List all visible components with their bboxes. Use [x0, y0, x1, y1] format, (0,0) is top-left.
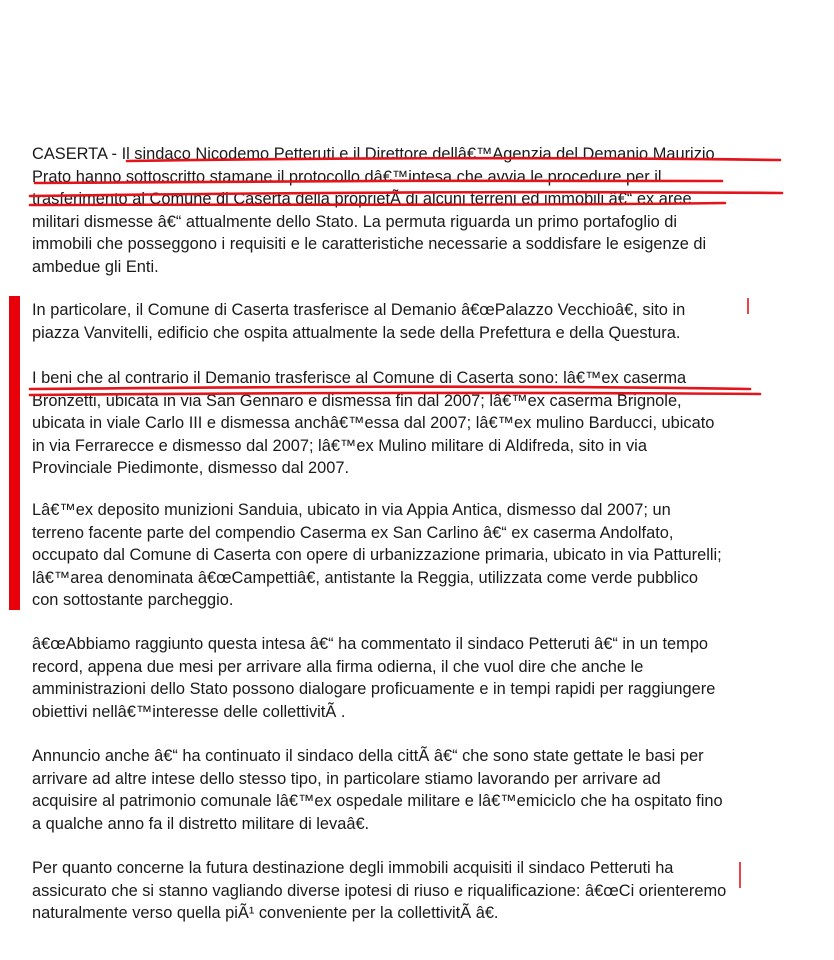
text-line: immobili che posseggono i requisiti e le caratteristiche necessarie a soddisfare le esigenze di	[32, 235, 707, 254]
text-line: arrivare ad altre intese dello stesso tipo, in particolare stiamo lavorando per arrivare ad	[32, 769, 661, 788]
paragraph-intro	[32, 143, 812, 279]
text-line: â€œAbbiamo raggiunto questa intesa â€“ ha commentato il sindaco Petteruti â€“ in un tempo	[32, 635, 709, 653]
text-line: I beni che al contrario il Demanio trasferisce al Comune di Caserta sono: lâ€™ex caserma	[32, 369, 687, 387]
text-line: Lâ€™ex deposito munizioni Sanduia, ubicato in via Appia Antica, dismesso dal 2007; un	[32, 501, 671, 519]
paragraph-quote-intesa	[32, 633, 812, 723]
text-line: trasferimento al Comune di Caserta della proprietÃ di alcuni terreni ed immobili â€“ ex aree	[32, 190, 692, 209]
text-line: Provinciale Piedimonte, dismesso dal 2007.	[32, 459, 350, 478]
text-line: assicurato che si stanno vagliando diverse ipotesi di riuso e riqualificazione: â€œCi orienteremo	[32, 881, 727, 900]
text-line: obiettivi nellâ€™interesse delle collettivitÃ .	[32, 702, 346, 721]
text-line: ambedue gli Enti.	[32, 257, 159, 276]
text-line: amministrazioni dello Stato possono dialogare proficuamente e in tempi rapidi per raggiungere	[32, 680, 716, 699]
text-line: piazza Vanvitelli, edificio che ospita attualmente la sede della Prefettura e della Questura.	[32, 323, 681, 342]
paragraph-destinazione	[32, 857, 812, 925]
text-line: acquisire al patrimonio comunale lâ€™ex ospedale militare e lâ€™emiciclo che ha ospitato fino	[32, 792, 723, 811]
text-line: Bronzetti, ubicata in via San Gennaro e dismessa fin dal 2007; lâ€™ex caserma Brignole,	[32, 391, 682, 410]
text-line: ubicata in viale Carlo III e dismessa anchâ€™essa dal 2007; lâ€™ex mulino Barducci, ubicato	[32, 414, 715, 433]
paragraph-deposito-munizioni	[32, 499, 812, 612]
text-line: a qualche anno fa il distretto militare di levaâ€.	[32, 814, 370, 833]
paragraph-beni-trasferiti	[32, 367, 812, 480]
text-line: occupato dal Comune di Caserta con opere di urbanizzazione primaria, ubicato in via Patturelli;	[32, 546, 722, 565]
text-line: terreno facente parte del compendio Caserma ex San Carlino â€“ ex caserma Andolfato,	[32, 523, 674, 542]
paragraph-palazzo-vecchio	[32, 299, 812, 344]
text-line: Prato hanno sottoscritto stamane il protocollo dâ€™intesa che avvia le procedure per il	[32, 167, 662, 186]
text-line: con sottostante parcheggio.	[32, 591, 234, 610]
text-line: lâ€™area denominata â€œCampettiâ€, antistante la Reggia, utilizzata come verde pubblico	[32, 568, 699, 587]
text-line: Annuncio anche â€“ ha continuato il sindaco della cittÃ â€“ che sono state gettate le basi per	[32, 747, 704, 765]
text-line: militari dismesse â€“ attualmente dello Stato. La permuta riguarda un primo portafoglio di	[32, 212, 678, 231]
text-line: in via Ferrarecce e dismesso dal 2007; lâ€™ex Mulino militare di Aldifreda, sito in via	[32, 436, 647, 455]
text-line: Per quanto concerne la futura destinazione degli immobili acquisiti il sindaco Petteruti ha	[32, 859, 674, 877]
red-margin-bar	[9, 296, 20, 610]
text-line: CASERTA - Il sindaco Nicodemo Petteruti e il Direttore dellâ€™Agenzia del Demanio Maurizio	[32, 145, 715, 163]
text-line: record, appena due mesi per arrivare alla firma odierna, il che vuol dire che anche le	[32, 657, 644, 676]
text-line: In particolare, il Comune di Caserta trasferisce al Demanio â€œPalazzo Vecchioâ€, sito in	[32, 301, 686, 319]
text-line: naturalmente verso quella piÃ¹ conveniente per la collettivitÃ â€.	[32, 904, 499, 923]
paragraph-annuncio	[32, 745, 812, 835]
